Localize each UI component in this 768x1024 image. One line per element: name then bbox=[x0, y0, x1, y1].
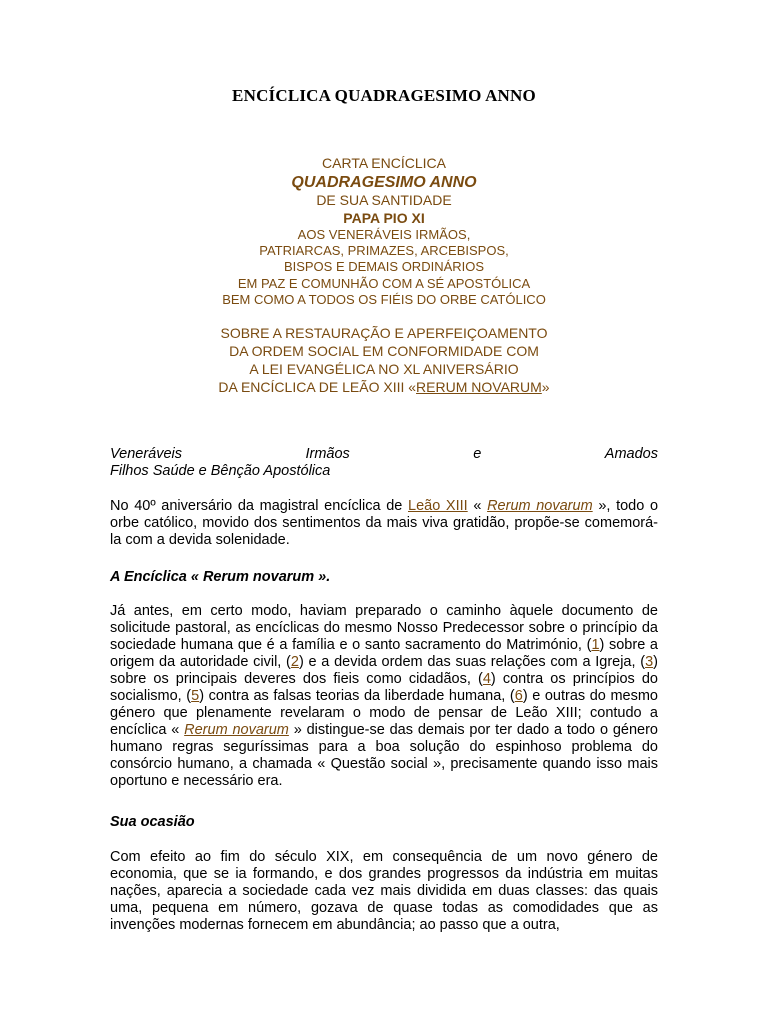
section-heading-ocasiao: Sua ocasião bbox=[110, 814, 195, 830]
header-address-line: EM PAZ E COMUNHÃO COM A SÉ APOSTÓLICA bbox=[237, 275, 531, 291]
paragraph-occasion: Com efeito ao fim do século XIX, em consequência de um novo género de economia, que se ia formando, e dos grandes progressos da indústria em muitas nações, aparecia a sociedade cada vez mais dividida em duas classes: das quais uma, pequena em número, gozava de quase todas as comodidades que as invenções modernas fornecem em abundância; ao passo que a outra, bbox=[110, 849, 658, 933]
salutation-word: e bbox=[473, 446, 482, 462]
text-run: ) e outras do mesmo género que plenamente revelaram o modo de pensar de Leão XIII; contudo a encíclica « bbox=[110, 688, 658, 738]
header-subject-line-last bbox=[110, 378, 658, 396]
subject-prefix: DA ENCÍCLICA DE LEÃO XIII « bbox=[218, 379, 417, 396]
footnote-link-1[interactable]: 1 bbox=[591, 637, 600, 653]
section-heading-enciclica: A Encíclica « Rerum novarum ». bbox=[110, 569, 331, 585]
header-de-sua-santidade: DE SUA SANTIDADE bbox=[316, 192, 452, 208]
footnote-link-6[interactable]: 6 bbox=[514, 688, 523, 704]
encyclical-header bbox=[110, 154, 658, 396]
rerum-novarum-link[interactable]: RERUM NOVARUM bbox=[416, 379, 542, 396]
document-title: ENCÍCLICA QUADRAGESIMO ANNO bbox=[232, 86, 536, 105]
text-run: » distingue-se das demais por ter dado a todo o género humano regras seguríssimas para a boa solução do espinhoso problema do consórcio humano, a chamada « Questão social », precisamente quando isso mais oportuno e necessário era. bbox=[110, 722, 658, 789]
header-subject-line: SOBRE A RESTAURAÇÃO E APERFEIÇOAMENTO bbox=[220, 325, 548, 342]
header-subject-line: DA ORDEM SOCIAL EM CONFORMIDADE COM bbox=[229, 343, 539, 360]
salutation-word: Irmãos bbox=[305, 446, 350, 462]
rerum-novarum-link[interactable]: Rerum novarum bbox=[487, 498, 593, 514]
paragraph-intro bbox=[110, 498, 658, 549]
header-address-line: BISPOS E DEMAIS ORDINÁRIOS bbox=[283, 259, 485, 275]
header-subject-line: A LEI EVANGÉLICA NO XL ANIVERSÁRIO bbox=[249, 361, 519, 378]
footnote-link-4[interactable]: 4 bbox=[482, 671, 491, 687]
text-run: ) contra os princípios do socialismo, ( bbox=[110, 671, 658, 704]
text-run: No 40º aniversário da magistral encíclica de bbox=[110, 498, 408, 514]
text-run: ) contra as falsas teorias da liberdade humana, ( bbox=[199, 688, 515, 704]
header-address-line: PATRIARCAS, PRIMAZES, ARCEBISPOS, bbox=[259, 243, 509, 259]
leao-xiii-link[interactable]: Leão XIII bbox=[408, 498, 468, 514]
footnote-link-3[interactable]: 3 bbox=[645, 654, 654, 670]
subject-suffix: » bbox=[541, 379, 550, 396]
header-pope-name: PAPA PIO XI bbox=[343, 210, 425, 226]
text-run: « bbox=[467, 498, 488, 514]
text-run: ) sobre a origem da autoridade civil, ( bbox=[110, 637, 658, 670]
text-run: Já antes, em certo modo, haviam preparado o caminho àquele documento de solicitude pastoral, as encíclicas do mesmo Nosso Predecessor sobre o princípio da sociedade humana que é a família e o santo sacramento do Matrimónio, ( bbox=[110, 603, 658, 653]
header-carta-enciclica: CARTA ENCÍCLICA bbox=[322, 155, 446, 171]
salutation bbox=[110, 446, 658, 480]
footnote-link-2[interactable]: 2 bbox=[290, 654, 299, 670]
header-encyclical-name: QUADRAGESIMO ANNO bbox=[291, 174, 477, 191]
text-run: ) sobre os principais deveres dos fieis como cidadãos, ( bbox=[110, 654, 658, 687]
salutation-word: Amados bbox=[604, 446, 658, 462]
rerum-novarum-link[interactable]: Rerum novarum bbox=[184, 722, 289, 738]
salutation-word: Veneráveis bbox=[110, 446, 183, 462]
header-address-line: BEM COMO A TODOS OS FIÉIS DO ORBE CATÓLICO bbox=[222, 291, 546, 307]
text-run: », todo o orbe católico, movido dos sentimentos da mais viva gratidão, propõe-se comemorá-la com a devida solenidade. bbox=[110, 498, 659, 548]
header-address-line: AOS VENERÁVEIS IRMÃOS, bbox=[297, 227, 471, 242]
salutation-line2: Filhos Saúde e Bênção Apostólica bbox=[110, 463, 331, 479]
footnote-link-5[interactable]: 5 bbox=[191, 688, 200, 704]
paragraph-encyclicals bbox=[110, 603, 658, 790]
text-run: ) e a devida ordem das suas relações com a Igreja, ( bbox=[298, 654, 646, 670]
